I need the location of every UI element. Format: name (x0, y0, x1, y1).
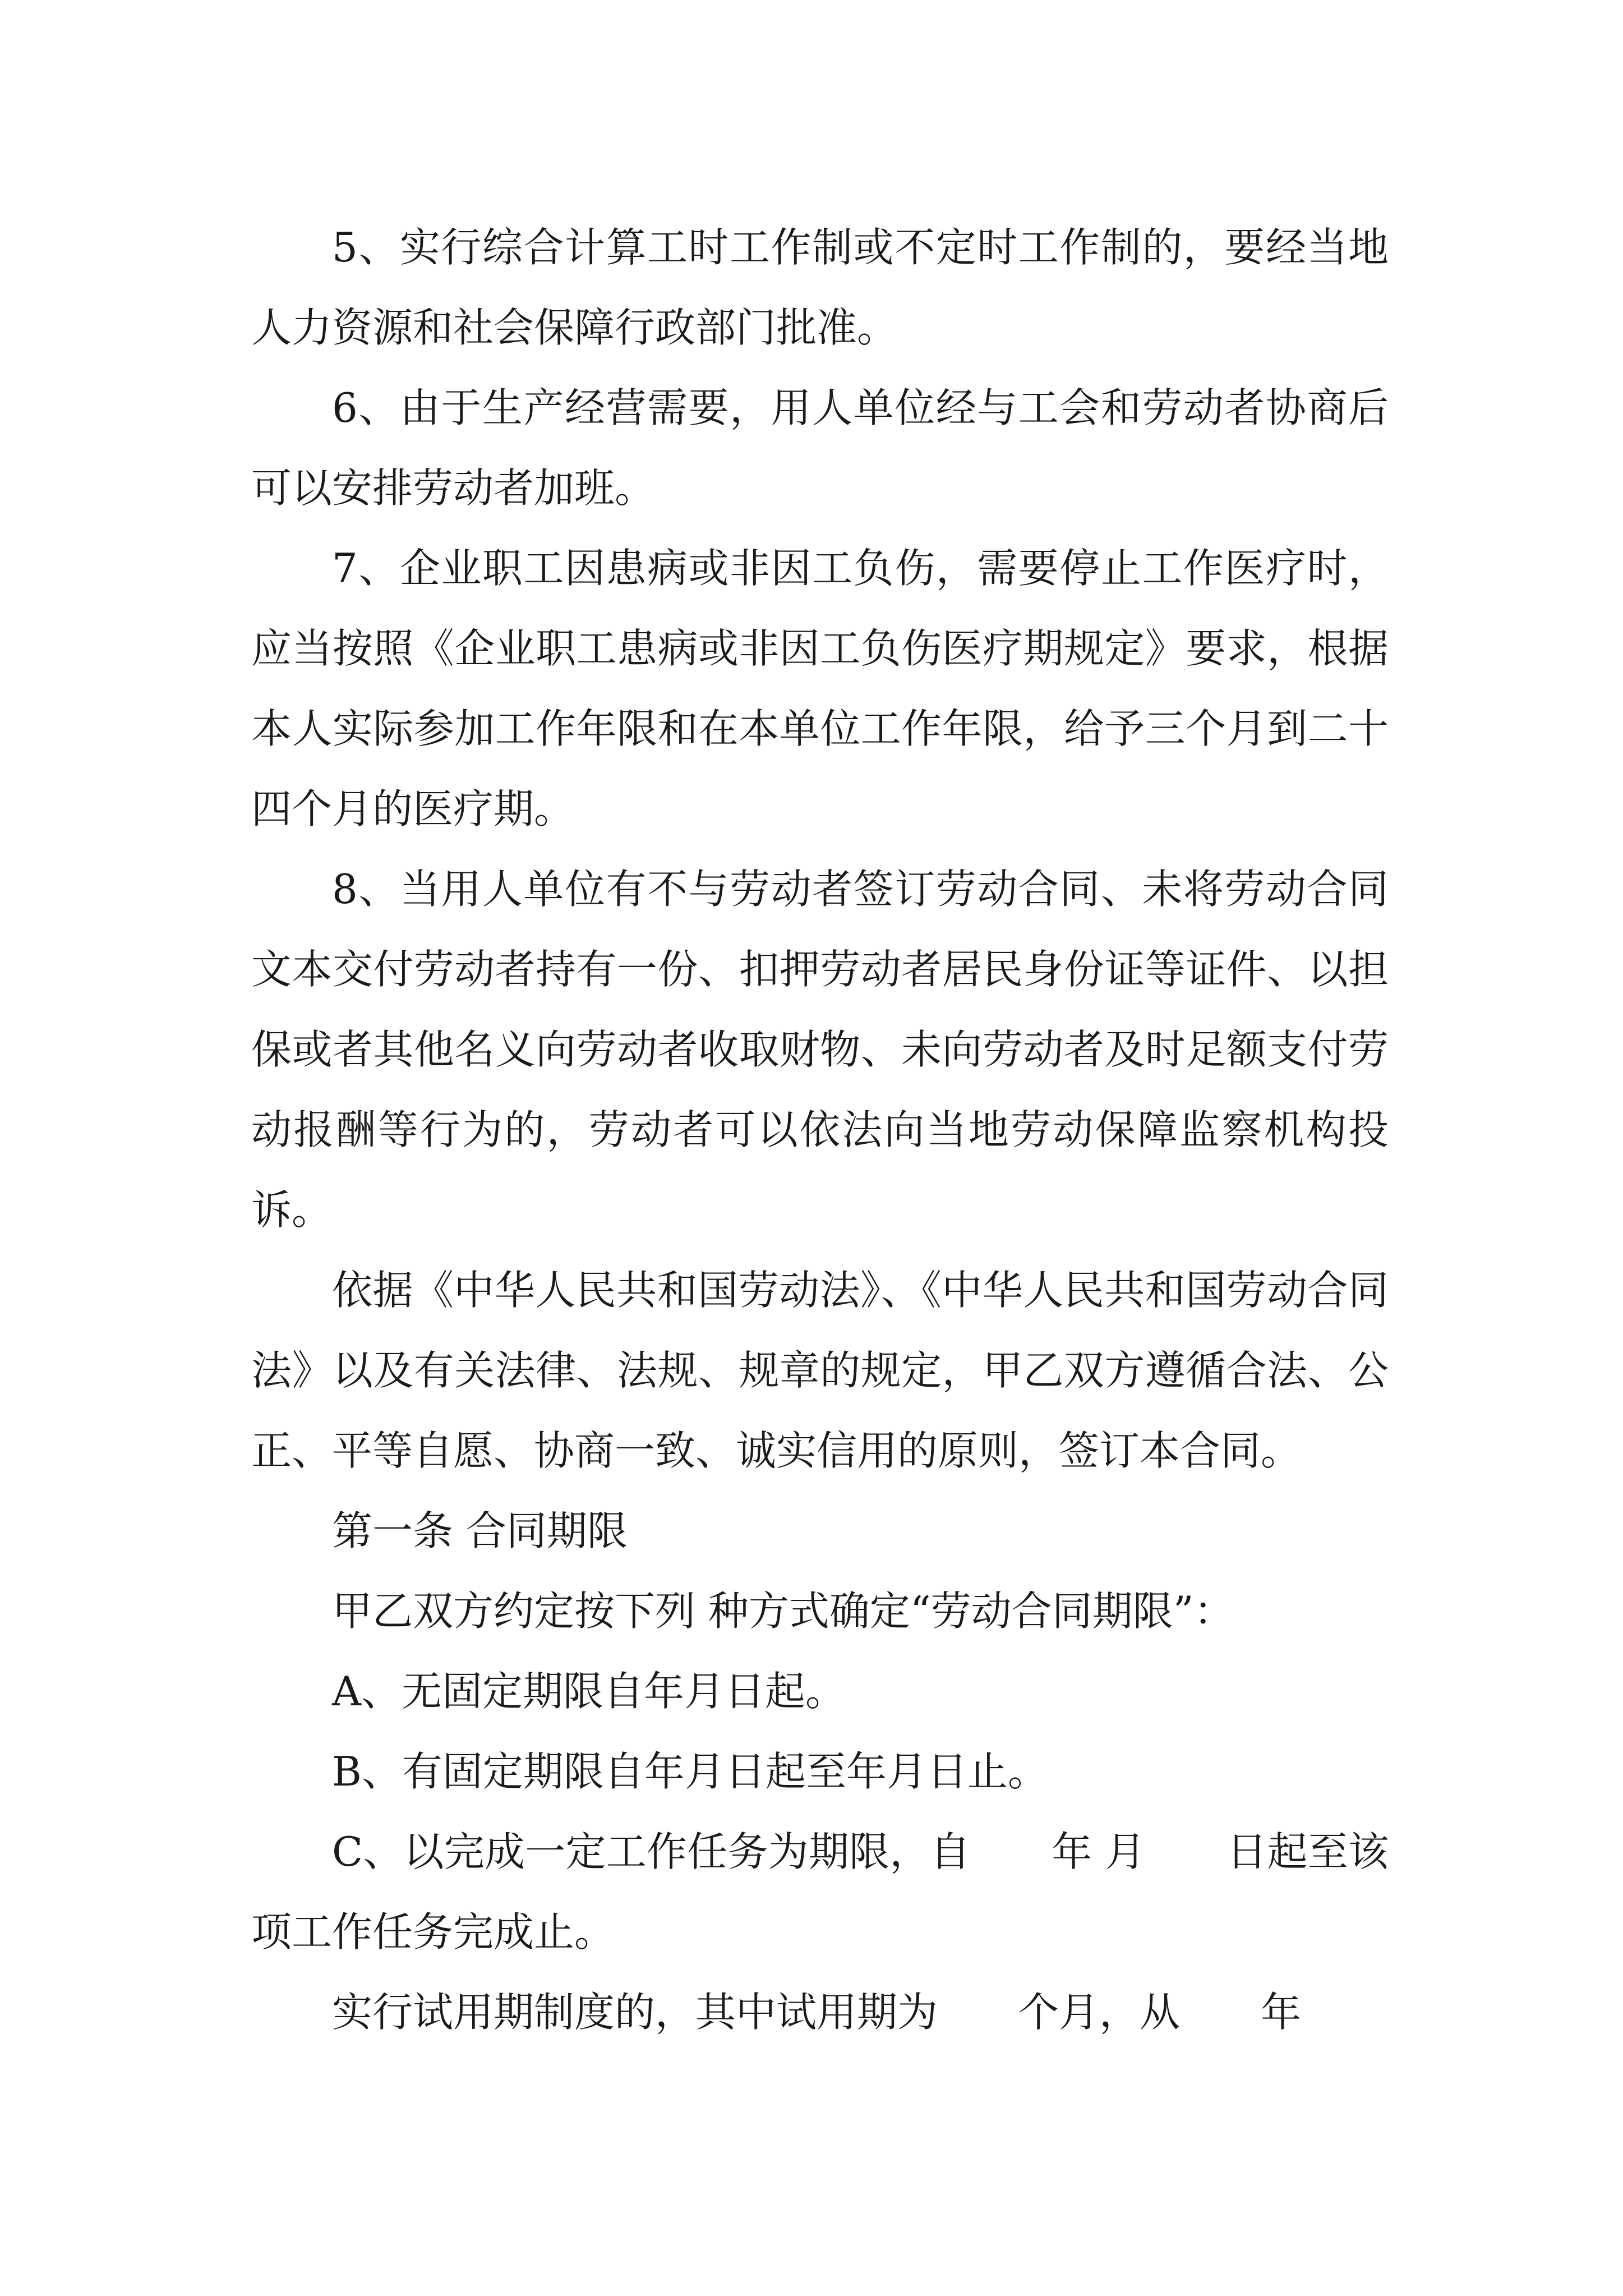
paragraph-item-7: 7、企业职工因患病或非因工负伤，需要停止工作医疗时，应当按照《企业职工患病或非因工负伤医疗期规定》要求，根据本人实际参加工作年限和在本单位工作年限，给予三个月到二十四个月的医疗期。 (251, 545, 1389, 832)
option-b: B、有固定期限自年月日起至年月日止。 (332, 1748, 1048, 1795)
option-a: A、无固定期限自年月日起。 (332, 1668, 846, 1715)
paragraph-item-5: 5、实行综合计算工时工作制或不定时工作制的，要经当地人力资源和社会保障行政部门批准。 (251, 224, 1389, 351)
document-body (251, 208, 1389, 2053)
paragraph-probation: 实行试用期制度的，其中试用期为 个月，从 年 (332, 1989, 1302, 2036)
paragraph-legal-basis: 依据《中华人民共和国劳动法》、《中华人民共和国劳动合同法》以及有关法律、法规、规章的规定，甲乙双方遵循合法、公正、平等自愿、协商一致、诚实信用的原则，签订本合同。 (251, 1267, 1389, 1474)
option-c: C、以完成一定工作任务为期限，自 年 月 日起至该项工作任务完成止。 (251, 1828, 1389, 1955)
paragraph-item-6: 6、由于生产经营需要，用人单位经与工会和劳动者协商后可以安排劳动者加班。 (251, 384, 1389, 512)
paragraph-item-8: 8、当用人单位有不与劳动者签订劳动合同、未将劳动合同文本交付劳动者持有一份、扣押劳动者居民身份证等证件、以担保或者其他名义向劳动者收取财物、未向劳动者及时足额支付劳动报酬等行为的，劳动者可以依法向当地劳动保障监察机构投诉。 (251, 866, 1389, 1234)
section-heading-article-1: 第一条 合同期限 (332, 1507, 628, 1554)
paragraph-term-method: 甲乙双方约定按下列 种方式确定“劳动合同期限”： (332, 1588, 1234, 1635)
